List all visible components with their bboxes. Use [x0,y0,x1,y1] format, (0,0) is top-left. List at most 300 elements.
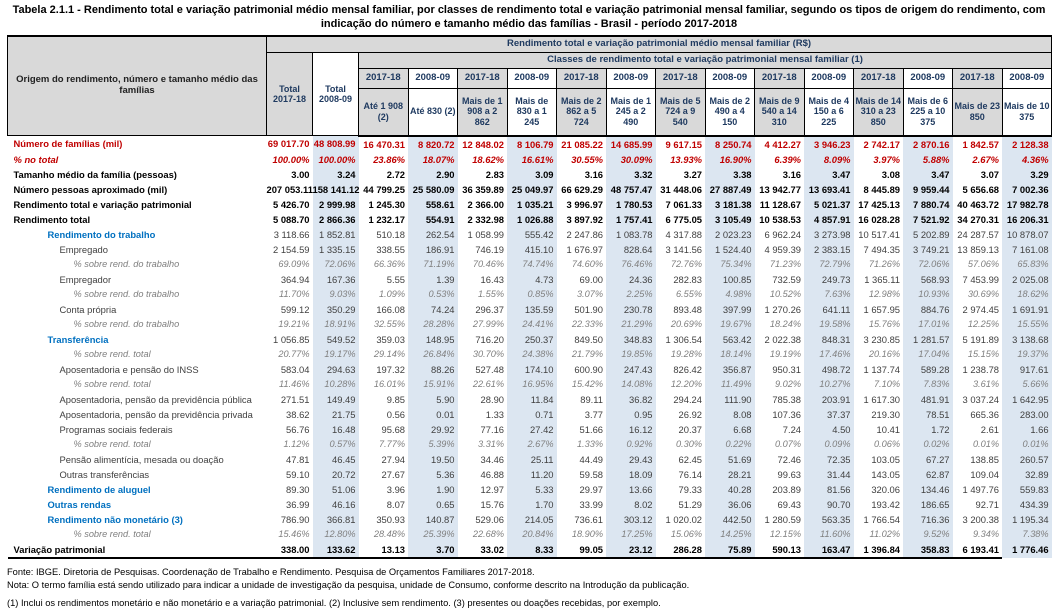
value-cell: 72.06% [313,257,359,272]
total-2008-09-header: Total 2008-09 [313,52,359,136]
value-cell: 3.32 [606,167,656,182]
value-cell: 0.53% [408,287,458,302]
table-footer [7,566,1058,610]
row-label: % sobre rend. total [73,528,151,539]
value-cell: 17.04% [903,347,953,362]
value-cell: 32.55% [373,318,405,329]
value-cell: 19.58% [804,317,854,332]
value-cell: 5 426.70 [273,198,310,210]
value-cell: 286.28 [656,542,706,558]
value-cell: 27 887.49 [705,182,755,197]
value-cell: 356.87 [705,362,755,377]
value-cell: 442.50 [705,512,755,527]
value-cell: 16.61% [507,152,557,167]
value-cell: 849.50 [574,333,603,345]
value-cell: 20.37 [678,423,702,435]
value-cell: 8.33 [507,542,557,558]
value-cell: 1 642.95 [1002,392,1052,407]
value-cell: 501.90 [574,303,603,315]
value-cell: 1.66 [1002,422,1052,437]
value-cell: 1 083.78 [606,227,656,242]
value-cell: 3.97% [873,153,900,165]
class-year-header: 2008-09 [507,68,557,88]
value-cell: 320.06 [871,483,900,495]
value-cell: 1 056.85 [273,333,310,345]
value-cell: 71.23% [769,258,801,269]
value-cell: 1 524.40 [705,242,755,257]
value-cell: 27.42 [507,422,557,437]
value-cell: 527.48 [475,363,504,375]
value-cell: 3.27 [683,168,702,180]
value-cell: 21.79% [571,348,603,359]
value-cell: 16.43 [480,273,504,285]
value-cell: 510.18 [376,228,405,240]
value-cell: 24.36 [606,272,656,287]
value-cell: 3.61% [972,378,999,389]
value-cell: 3.47 [804,167,854,182]
value-cell: 2.67% [507,437,557,452]
value-cell: 14.25% [705,527,755,542]
value-cell: 25.11 [507,452,557,467]
value-cell: 3 996.97 [566,198,603,210]
value-cell: 6.68 [705,422,755,437]
value-cell: 2 025.08 [1002,272,1052,287]
value-cell: 17 425.13 [858,198,900,210]
value-cell: 133.62 [313,542,359,558]
class-year-header: 2008-09 [804,68,854,88]
row-label: Rendimento não monetário (3) [47,513,183,525]
value-cell: 1 270.26 [764,303,801,315]
value-cell: 14.08% [606,377,656,392]
value-cell: 2 332.98 [467,213,504,225]
value-cell: 44.49 [579,453,603,465]
value-cell: 4 317.88 [665,228,702,240]
value-cell: 7.10% [873,378,900,389]
value-cell: 62.45 [678,453,702,465]
value-cell: 18.09 [606,467,656,482]
value-cell: 554.91 [408,212,458,227]
value-cell: 197.32 [376,363,405,375]
value-cell: 109.04 [970,468,999,480]
value-cell: 0.65 [408,497,458,512]
value-cell: 1 497.76 [962,483,999,495]
value-cell: 13 859.13 [957,243,999,255]
value-cell: 8.02 [606,497,656,512]
value-cell: 24.38% [507,347,557,362]
value-cell: 12.97 [480,483,504,495]
value-cell: 785.38 [772,393,801,405]
value-cell: 13.13 [359,542,409,558]
value-cell: 1.33 [485,408,504,420]
value-cell: 358.83 [903,542,953,558]
value-cell: 15.55% [1002,317,1052,332]
value-cell: 89.11 [580,393,603,405]
row-label: % sobre rend. total [73,438,151,449]
value-cell: 1 195.34 [1002,512,1052,527]
value-cell: 2 742.17 [863,138,900,150]
value-cell: 3 273.98 [804,227,854,242]
value-cell: 296.37 [475,303,504,315]
table-row [8,347,1052,362]
value-cell: 1 245.30 [368,198,405,210]
value-cell: 9.02% [774,378,801,389]
row-label: Programas sociais federais [59,423,173,435]
value-cell: 90.70 [804,497,854,512]
table-row [8,272,1052,287]
value-cell: 1 020.02 [665,513,702,525]
table-row [8,182,1052,197]
value-cell: 30.55% [571,153,603,165]
value-cell: 16.01% [373,378,405,389]
value-cell: 1 137.74 [863,363,900,375]
value-cell: 11.46% [279,378,310,389]
value-cell: 0.57% [313,437,359,452]
value-cell: 38.62 [286,408,310,420]
value-cell: 1.39 [408,272,458,287]
value-cell: 2 383.15 [804,242,854,257]
value-cell: 2.61 [980,423,999,435]
value-cell: 6.39% [774,153,801,165]
value-cell: 18.24% [769,318,801,329]
value-cell: 158 141.12 [312,183,360,195]
value-cell: 100.85 [705,272,755,287]
value-cell: 0.92% [606,437,656,452]
table-row [8,287,1052,302]
class-range-header: Até 1 908 (2) [359,88,409,136]
value-cell: 1 852.81 [313,227,359,242]
value-cell: 24 287.57 [957,228,999,240]
value-cell: 5 202.89 [903,227,953,242]
value-cell: 786.90 [280,513,310,525]
value-cell: 71.26% [868,258,900,269]
table-row [8,497,1052,512]
value-cell: 7 161.08 [1002,242,1052,257]
value-cell: 3 200.38 [962,513,999,525]
value-cell: 555.42 [507,227,557,242]
value-cell: 13.66 [606,482,656,497]
value-cell: 79.33 [678,483,702,495]
class-range-header: Mais de 4 150 a 6 225 [804,88,854,136]
value-cell: 736.61 [574,513,603,525]
table-row [8,437,1052,452]
value-cell: 18.90% [571,528,603,539]
value-cell: 1 335.15 [313,242,359,257]
value-cell: 13 942.77 [759,183,801,195]
value-cell: 848.31 [804,332,854,347]
value-cell: 7.38% [1002,527,1052,542]
value-cell: 529.06 [475,513,504,525]
value-cell: 3 897.92 [566,213,603,225]
value-cell: 1 306.54 [665,333,702,345]
value-cell: 20.84% [507,527,557,542]
value-cell: 11 128.67 [759,198,801,210]
stub-header: Origem do rendimento, número e tamanho médio das famílias [8,36,267,136]
value-cell: 28.21 [705,467,755,482]
table-header [8,36,1052,136]
value-cell: 33.02 [458,542,508,558]
value-cell: 18.62% [1002,287,1052,302]
table-row [8,422,1052,437]
source-note: Fonte: IBGE. Diretoria de Pesquisas. Coordenação de Trabalho e Rendimento. Pesquisa de Orçamentos Familiares 2017-2018. [7,566,535,577]
value-cell: 348.83 [606,332,656,347]
value-cell: 28.48% [373,528,405,539]
value-cell: 8 250.74 [705,136,755,152]
value-cell: 549.52 [313,332,359,347]
value-cell: 2 974.45 [962,303,999,315]
value-cell: 303.12 [606,512,656,527]
value-cell: 16.90% [705,152,755,167]
value-cell: 76.14 [678,468,702,480]
row-label: % sobre rend. do trabalho [73,288,180,299]
value-cell: 3.31% [477,438,504,449]
value-cell: 6 193.41 [953,542,1003,558]
value-cell: 1.09% [378,288,405,299]
value-cell: 17.46% [804,347,854,362]
row-label: Empregador [59,273,112,285]
banner-header: Rendimento total e variação patrimonial médio mensal familiar (R$) [267,36,1052,53]
value-cell: 8 820.72 [408,136,458,152]
value-cell: 9.52% [903,527,953,542]
value-cell: 51.69 [705,452,755,467]
value-cell: 2.72 [386,168,405,180]
row-label: % sobre rend. do trabalho [73,318,180,329]
value-cell: 7 453.99 [962,273,999,285]
value-cell: 20.72 [313,467,359,482]
value-cell: 186.65 [903,497,953,512]
value-cell: 2 866.36 [313,212,359,227]
table-row [8,167,1052,182]
value-cell: 2 154.59 [273,243,310,255]
class-range-header: Mais de 1 908 a 2 862 [458,88,508,136]
value-cell: 36.06 [705,497,755,512]
value-cell: 294.24 [673,393,702,405]
value-cell: 2.90 [408,167,458,182]
value-cell: 5.90 [408,392,458,407]
value-cell: 21 085.22 [561,138,603,150]
value-cell: 1 657.95 [863,303,900,315]
value-cell: 9 959.44 [903,182,953,197]
value-cell: 57.06% [967,258,999,269]
row-label: Número pessoas aproximado (mil) [13,183,168,195]
value-cell: 29.14% [373,348,405,359]
value-cell: 72.76% [670,258,702,269]
value-cell: 230.78 [606,302,656,317]
value-cell: 283.00 [1002,407,1052,422]
value-cell: 10 538.53 [759,213,801,225]
value-cell: 15.91% [408,377,458,392]
class-range-header: Mais de 9 540 a 14 310 [755,88,805,136]
value-cell: 22.33% [571,318,603,329]
value-cell: 26.84% [408,347,458,362]
table-row [8,152,1052,167]
value-cell: 100.00% [272,153,310,165]
value-cell: 31.44 [804,467,854,482]
class-year-header: 2017-18 [359,68,409,88]
value-cell: 498.72 [804,362,854,377]
table-body [8,136,1052,558]
value-cell: 29.92 [408,422,458,437]
value-cell: 25 580.09 [408,182,458,197]
value-cell: 5.88% [903,152,953,167]
class-range-header: Mais de 830 a 1 245 [507,88,557,136]
value-cell: 0.07% [774,438,801,449]
table-row [8,257,1052,272]
value-cell: 19.17% [313,347,359,362]
value-cell: 5 021.37 [804,197,854,212]
value-cell: 563.35 [804,512,854,527]
value-cell: 0.06% [873,438,900,449]
value-cell: 20.77% [278,348,310,359]
value-cell: 3 138.68 [1002,332,1052,347]
value-cell: 89.30 [286,483,310,495]
row-label: Tamanho médio da família (pessoas) [13,168,177,180]
value-cell: 16.12 [606,422,656,437]
value-cell: 366.81 [313,512,359,527]
class-year-header: 2008-09 [705,68,755,88]
value-cell: 589.28 [903,362,953,377]
row-label: % sobre rend. total [73,348,151,359]
value-cell: 4.36% [1002,152,1052,167]
value-cell: 2 128.38 [1002,136,1052,152]
value-cell: 134.46 [903,482,953,497]
value-cell: 21.75 [313,407,359,422]
value-cell: 13.93% [670,153,702,165]
value-cell: 92.71 [975,498,999,510]
value-cell: 11.70% [279,288,310,299]
class-range-header: Mais de 2 490 a 4 150 [705,88,755,136]
value-cell: 7 880.74 [903,197,953,212]
value-cell: 9.34% [972,528,999,539]
value-cell: 3.09 [507,167,557,182]
value-cell: 2 999.98 [313,197,359,212]
table-row [8,407,1052,422]
class-range-header: Mais de 6 225 a 10 375 [903,88,953,136]
value-cell: 583.04 [280,363,310,375]
value-cell: 19.19% [769,348,801,359]
value-cell: 66 629.29 [561,183,603,195]
table-row [8,482,1052,497]
value-cell: 7 002.36 [1002,182,1052,197]
value-cell: 19.67% [705,317,755,332]
value-cell: 140.87 [408,512,458,527]
value-cell: 47.81 [286,453,310,465]
table-row [8,392,1052,407]
value-cell: 13 693.41 [804,182,854,197]
table-row [8,332,1052,347]
value-cell: 3 037.24 [962,393,999,405]
value-cell: 641.11 [804,302,854,317]
value-cell: 22.61% [472,378,504,389]
value-cell: 69.09% [278,258,310,269]
value-cell: 4.50 [804,422,854,437]
value-cell: 2.83 [485,168,504,180]
value-cell: 16 470.31 [363,138,405,150]
value-cell: 166.08 [376,303,405,315]
value-cell: 950.31 [772,363,801,375]
value-cell: 5 191.89 [962,333,999,345]
value-cell: 260.57 [1002,452,1052,467]
value-cell: 72.46 [777,453,801,465]
class-year-header: 2017-18 [557,68,607,88]
value-cell: 18.07% [408,152,458,167]
value-cell: 95.68 [381,423,405,435]
value-cell: 359.03 [376,333,405,345]
value-cell: 5.36 [408,467,458,482]
value-cell: 249.73 [804,272,854,287]
value-cell: 397.99 [705,302,755,317]
value-cell: 1.12% [283,438,310,449]
value-cell: 0.01% [1002,437,1052,452]
value-cell: 5.33 [507,482,557,497]
value-cell: 214.05 [507,512,557,527]
row-label: Rendimento do trabalho [47,228,156,240]
value-cell: 75.89 [705,542,755,558]
value-cell: 1 766.54 [863,513,900,525]
value-cell: 1 780.53 [606,197,656,212]
value-cell: 15.76 [480,498,504,510]
value-cell: 1 691.91 [1002,302,1052,317]
value-cell: 1 676.97 [566,243,603,255]
class-range-header: Mais de 1 245 a 2 490 [606,88,656,136]
classes-banner-header: Classes de rendimento total e variação patrimonial mensal familiar (1) [359,52,1052,68]
value-cell: 10 517.41 [858,228,900,240]
value-cell: 350.29 [313,302,359,317]
value-cell: 568.93 [903,272,953,287]
value-cell: 600.90 [574,363,603,375]
value-cell: 59.58 [579,468,603,480]
value-cell: 76.46% [606,257,656,272]
value-cell: 51.29 [678,498,702,510]
value-cell: 29.43 [606,452,656,467]
value-cell: 6.55% [675,288,702,299]
row-label: Rendimento de aluguel [47,483,151,495]
value-cell: 0.30% [675,438,702,449]
value-cell: 16 028.28 [858,213,900,225]
value-cell: 3.24 [313,167,359,182]
class-year-header: 2017-18 [755,68,805,88]
table-row [8,467,1052,482]
value-cell: 558.61 [408,197,458,212]
value-cell: 732.59 [772,273,801,285]
value-cell: 22.68% [472,528,504,539]
value-cell: 1.70 [507,497,557,512]
value-cell: 716.36 [903,512,953,527]
value-cell: 36.82 [606,392,656,407]
value-cell: 350.93 [376,513,405,525]
value-cell: 893.48 [673,303,702,315]
value-cell: 1 280.59 [764,513,801,525]
value-cell: 12.25% [967,318,999,329]
value-cell: 4 959.39 [764,243,801,255]
value-cell: 15.46% [278,528,310,539]
value-cell: 12.15% [769,528,801,539]
row-label: Pensão alimentícia, mesada ou doação [59,453,224,465]
value-cell: 34 270.31 [957,213,999,225]
table-row [8,197,1052,212]
value-cell: 590.13 [755,542,805,558]
value-cell: 364.94 [280,273,310,285]
value-cell: 1 035.21 [507,197,557,212]
class-year-header: 2008-09 [408,68,458,88]
value-cell: 665.36 [970,408,999,420]
value-cell: 19.37% [1002,347,1052,362]
value-cell: 15.42% [571,378,603,389]
value-cell: 338.55 [376,243,405,255]
value-cell: 17.25% [606,527,656,542]
value-cell: 27.67 [381,468,405,480]
value-cell: 12 848.02 [462,138,504,150]
value-cell: 8 106.79 [507,136,557,152]
